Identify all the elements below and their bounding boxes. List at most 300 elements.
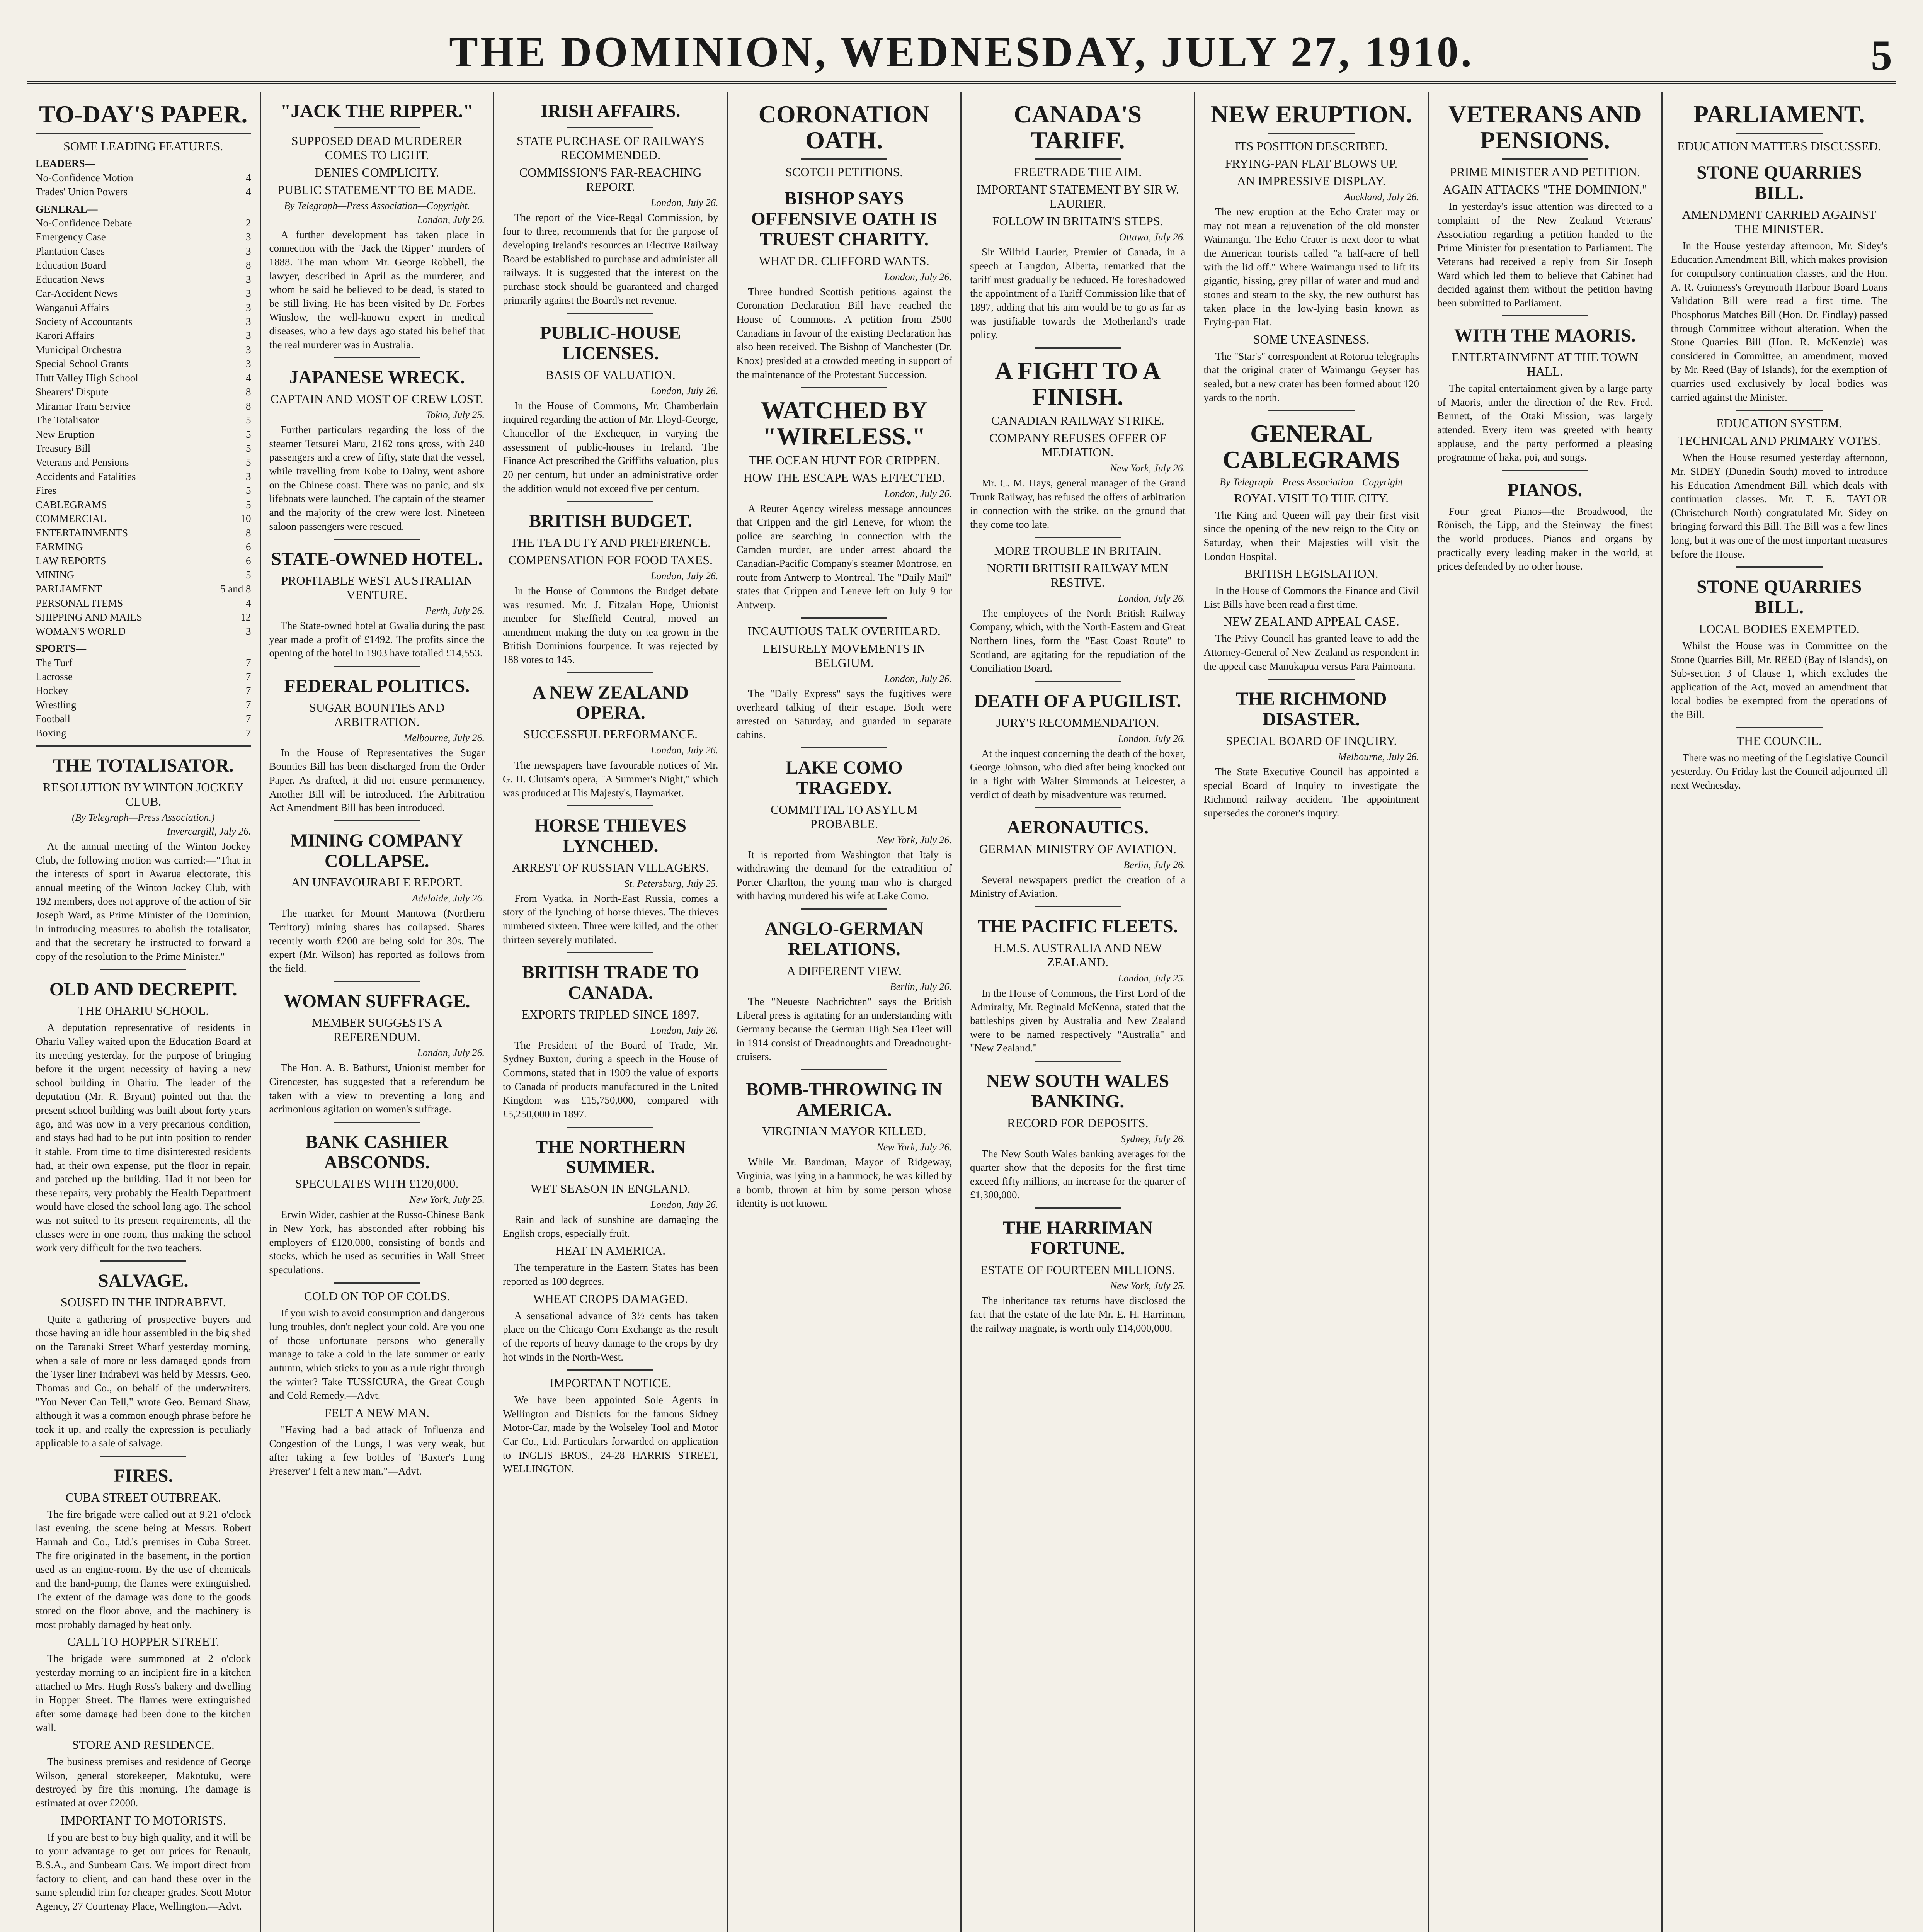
article-subhead: WHAT DR. CLIFFORD WANTS. xyxy=(759,253,929,268)
index-title: TO-DAY'S PAPER. xyxy=(39,100,248,128)
article-place: Sydney, July 26. xyxy=(1121,1133,1186,1145)
article-place: London, July 26. xyxy=(650,197,718,208)
divider xyxy=(567,1127,653,1128)
index-label: FARMING xyxy=(36,541,83,553)
article-subhead: IMPORTANT TO MOTORISTS. xyxy=(60,1813,226,1827)
divider xyxy=(334,1282,420,1284)
article-subhead: CAPTAIN AND MOST OF CREW LOST. xyxy=(271,392,483,406)
page-number: 5 xyxy=(1871,32,1892,79)
column-2 xyxy=(261,92,495,1932)
article-body: The business premises and residence of George Wilson, general storekeeper, Makotuku, were destroyed by fire this morning. The damage is estimated at over £2000. xyxy=(36,1756,251,1809)
divider xyxy=(567,672,653,673)
advert-body: We have been appointed Sole Agents in Wellington and Districts for the famous Sidney Motor-Car, made by the Wolseley Tool and Motor Car Co., Ltd. Particulars forwarded on application to INGLIS BROS., 24-28 HARRIS STREET, WELLINGTON. xyxy=(503,1394,718,1475)
index-page: 5 xyxy=(246,442,251,454)
article-body: In the House of Commons, Mr. Chamberlain inquired regarding the action of Mr. Lloyd-George, Chancellor of the Exchequer, in varying the assessment of public-houses in Ireland. The Finance Act prescribed the Griffiths valuation, plus 20 per centum, but under an administrative order the addition would not exceed five per centum. xyxy=(503,400,718,494)
article-body: The capital entertainment given by a large party of Maoris, under the direction of the Rev. Fred. Bennett, of the Otaki Mission, was largely attended. Every item was greeted with hearty applause, and the party performed a pleasing programme of haka, poi, and songs. xyxy=(1437,383,1653,463)
masthead-title: THE DOMINION, WEDNESDAY, JULY 27, 1910. xyxy=(449,28,1474,76)
article-body: The President of the Board of Trade, Mr. Sydney Buxton, during a speech in the House of Commons, stated that in 1909 the value of exports to Canada of products manufactured in the United Kingdom was £15,750,000, compared with £5,250,000 in 1897. xyxy=(503,1039,718,1120)
article-headline: THE TOTALISATOR. xyxy=(53,755,234,776)
article-body: The State-owned hotel at Gwalia during the past year made a profit of £1492. The profits since the opening of the hotel in 1903 have totalled £14,553. xyxy=(269,620,485,659)
article-headline: THE NORTHERN SUMMER. xyxy=(535,1136,686,1178)
index-page: 7 xyxy=(246,713,251,725)
index-label: LEADERS— xyxy=(36,158,95,170)
index-page: 3 xyxy=(246,273,251,285)
article-headline: BOMB-THROWING IN AMERICA. xyxy=(746,1079,943,1120)
index-row xyxy=(36,156,251,170)
article-headline: FEDERAL POLITICS. xyxy=(284,675,470,696)
index-row xyxy=(36,726,251,740)
index-label: COMMERCIAL xyxy=(36,513,107,525)
index-label: SPORTS— xyxy=(36,643,87,655)
divider xyxy=(334,1122,420,1123)
article-body: The report of the Vice-Regal Commission, by four to three, recommends that for the purpose of developing Ireland's resources an Elective Railway Board be established to purchase and administer all railways. It is suggested that the interest on the purchase stock should be guaranteed and charged primarily against the Board's net revenue. xyxy=(503,211,718,306)
article-body: At the annual meeting of the Winton Jockey Club, the following motion was carried:—"That in the interests of sport in Awarua electorate, this annual meeting of the Winton Jockey Club, with 192 members, does not approve of the action of Sir Joseph Ward, as Prime Minister of the Dominion, in introducing measures to abolish the totalisator, and that the secretary be instructed to forward a copy of the resolution to the Prime Minister." xyxy=(36,840,251,962)
article-subhead: AN UNFAVOURABLE REPORT. xyxy=(291,875,463,889)
article-subhead: BRITISH LEGISLATION. xyxy=(1244,566,1378,581)
article-body: The "Daily Express" says the fugitives were overheard talking of their escape. Both were arrested on Saturday, and guarded in separate cabins. xyxy=(736,687,952,741)
divider xyxy=(36,745,251,747)
article-body: The "Star's" correspondent at Rotorua telegraphs that the original crater of Waimangu Geyser has sealed, but a new crater has been formed about 120 yards to the north. xyxy=(1203,350,1419,403)
article-subhead: INCAUTIOUS TALK OVERHEARD. xyxy=(747,624,941,638)
column-8 xyxy=(1663,92,1896,1932)
article-body: The King and Queen will pay their first visit since the opening of the new reign to the City on Saturday, when their Majesties will visit the London Hospital. xyxy=(1203,509,1419,562)
divider xyxy=(1035,1208,1121,1209)
article-body: In the House yesterday afternoon, Mr. Sidey's Education Amendment Bill, which makes provision for compulsory continuation classes, and the Hon. A. R. Guinness's Greymouth Harbour Board Loans Validation Bill were read a first time. The Phosphorus Matches Bill (Hon. Dr. Findlay) passed through Committee without alteration. When the Stone Quarries Bill (Hon. R. McKenzie) was considered in Committee, an amendment, moved by Mr. Reed (Bay of Islands), for the exemption of quarries used exclusively by local bodies was carried against the Minister. xyxy=(1671,240,1887,403)
index-row xyxy=(36,399,251,413)
article-subhead: RESOLUTION BY WINTON JOCKEY CLUB. xyxy=(43,780,244,808)
article-subhead: HEAT IN AMERICA. xyxy=(555,1243,666,1258)
article-subhead: LOCAL BODIES EXEMPTED. xyxy=(1698,621,1860,636)
article-subhead: AMENDMENT CARRIED AGAINST THE MINISTER. xyxy=(1682,207,1877,236)
article-body: Several newspapers predict the creation of a Ministry of Aviation. xyxy=(970,874,1186,900)
divider xyxy=(334,666,420,667)
index-row xyxy=(36,427,251,441)
article-place: London, July 26. xyxy=(417,1047,485,1059)
article-body: The new eruption at the Echo Crater may or may not mean a rejuvenation of the old monster Waimangu. The Echo Crater is next door to what the American tourists called "a half-acre of hell with the lid off." Where Waimangu used to lift its gigantic, hissing, grey pillar of water and mud and stones and steam to the sky, the new outburst has taken place in the low-lying basin known as Frying-pan Flat. xyxy=(1203,206,1419,328)
article-body: A sensational advance of 3½ cents has taken place on the Chicago Corn Exchange as the result of the reports of heavy damage to the crops by dry hot winds in the North-West. xyxy=(503,1310,718,1363)
index-row xyxy=(36,455,251,469)
index-page: 4 xyxy=(246,597,251,609)
divider xyxy=(801,387,887,388)
article-headline: WITH THE MAORIS. xyxy=(1454,325,1636,346)
article-subhead: SUPPOSED DEAD MURDERER COMES TO LIGHT. xyxy=(291,133,463,162)
index-row xyxy=(36,698,251,712)
article-body: The newspapers have favourable notices of Mr. G. H. Clutsam's opera, "A Summer's Night," which was produced at His Majesty's, Haymarket. xyxy=(503,759,718,799)
article-body: The temperature in the Eastern States has been reported as 100 degrees. xyxy=(503,1262,718,1287)
article-credit: By Telegraph—Press Association—Copyright xyxy=(1220,476,1403,488)
article-subhead: ENTERTAINMENT AT THE TOWN HALL. xyxy=(1452,350,1638,379)
article-headline: THE HARRIMAN FORTUNE. xyxy=(1002,1218,1153,1259)
article-place: St. Petersburg, July 25. xyxy=(624,878,718,889)
index-row xyxy=(36,526,251,540)
article-headline: BRITISH TRADE TO CANADA. xyxy=(522,962,699,1003)
article-headline: PARLIAMENT. xyxy=(1693,100,1865,128)
article-subhead: FREETRADE THE AIM. xyxy=(1014,165,1142,179)
article-headline: GENERAL CABLEGRAMS xyxy=(1222,420,1400,473)
article-headline: STATE-OWNED HOTEL. xyxy=(271,549,483,570)
index-label: PARLIAMENT xyxy=(36,583,102,595)
index-row xyxy=(36,624,251,638)
article-headline: A NEW ZEALAND OPERA. xyxy=(532,682,689,723)
article-subhead: FOLLOW IN BRITAIN'S STEPS. xyxy=(992,214,1163,228)
advert-body: If you wish to avoid consumption and dangerous lung troubles, don't neglect your cold. Are you one of those unfortunate persons who generally manage to take a cold in the late summer or early autumn, which sticks to you as a rule right through the winter? Take TUSSICURA, the Great Cough and Cold Remedy.—Advt. xyxy=(269,1307,485,1401)
article-body: Further particulars regarding the loss of the steamer Tetsurei Maru, 2162 tons gross, with 240 passengers and a crew of fifty, state that the vessel, while travelling from Kobe to Dalny, went ashore on the Chinese coast. There was no panic, and six lifeboats were launched. The captain of the steamer and the majority of the crew were lost. Nineteen saloon passengers were rescued. xyxy=(269,424,485,532)
index-page: 7 xyxy=(246,727,251,739)
index-row xyxy=(36,301,251,315)
article-subhead: ARREST OF RUSSIAN VILLAGERS. xyxy=(512,860,709,874)
index-label: Car-Accident News xyxy=(36,287,118,299)
index-label: Veterans and Pensions xyxy=(36,456,129,468)
index-label: Wrestling xyxy=(36,699,77,711)
divider xyxy=(1035,906,1121,907)
article-body: Quite a gathering of prospective buyers and those having an idle hour assembled in the big shed on the Taranaki Street Wharf yesterday morning, when a sale of more or less damaged goods from the Tyser liner Indrabevi was held by Messrs. Geo. Thomas and Co., on behalf of the underwriters. "You Never Can Tell," wrote Geo. Bernard Shaw, although it was a common enough phrase before he took it up, and really the expression is peculiarly applicable to a sale of salvage. xyxy=(36,1313,251,1449)
index-page: 8 xyxy=(246,400,251,412)
index-page: 3 xyxy=(246,316,251,327)
article-subhead: PRIME MINISTER AND PETITION. xyxy=(1450,165,1640,179)
article-place: London, July 26. xyxy=(884,271,952,282)
index-row xyxy=(36,385,251,399)
article-headline: DEATH OF A PUGILIST. xyxy=(974,690,1181,711)
article-subhead: DENIES COMPLICITY. xyxy=(315,165,439,179)
article-body: The State Executive Council has appointed a special Board of Inquiry to investigate the Richmond railway accident. The appointment supersedes the coroner's inquiry. xyxy=(1203,765,1419,819)
article-subhead: THE TEA DUTY AND PREFERENCE. xyxy=(510,535,711,549)
index-page: 4 xyxy=(246,172,251,184)
divider xyxy=(567,952,653,953)
index-row xyxy=(36,216,251,230)
index-row xyxy=(36,483,251,497)
index-label: ENTERTAINMENTS xyxy=(36,527,128,539)
index-label: MINING xyxy=(36,569,75,581)
index-label: GENERAL— xyxy=(36,203,98,215)
index-row xyxy=(36,610,251,624)
divider xyxy=(567,501,653,502)
index-row xyxy=(36,244,251,258)
divider xyxy=(1268,133,1355,134)
index-page: 4 xyxy=(246,372,251,384)
index-label: Education News xyxy=(36,273,104,285)
article-body: While Mr. Bandman, Mayor of Ridgeway, Virginia, was lying in a hammock, he was killed by a bomb, thrown at him by some person whose identity is not known. xyxy=(736,1156,952,1209)
divider xyxy=(100,1456,186,1457)
article-subhead: SOUSED IN THE INDRABEVI. xyxy=(60,1295,226,1309)
article-subhead: AGAIN ATTACKS "THE DOMINION." xyxy=(1443,182,1647,197)
article-subhead: EXPORTS TRIPLED SINCE 1897. xyxy=(521,1007,699,1021)
index-page: 5 xyxy=(246,498,251,510)
index-label: Emergency Case xyxy=(36,231,106,243)
index-row xyxy=(36,568,251,582)
divider xyxy=(1736,410,1823,411)
article-body: Three hundred Scottish petitions against the Coronation Declaration Bill have reached the House of Commons. A petition from 2500 Canadians in favour of the existing Declaration has also been received. The Bishop of Manchester (Dr. Knox) presided at a crowded meeting in support of the maintenance of the Protestant Succession. xyxy=(736,286,952,380)
article-headline: CANADA'S TARIFF. xyxy=(1014,100,1142,154)
divider xyxy=(1035,347,1121,349)
article-body: The employees of the North British Railway Company, which, with the North-Eastern and Great Northern lines, form the "East Coast Route" to Scotland, are agitating for the repudiation of the Conciliation Board. xyxy=(970,607,1186,674)
column-3 xyxy=(494,92,728,1932)
article-credit: (By Telegraph—Press Association.) xyxy=(71,811,215,823)
article-subhead: COMMITTAL TO ASYLUM PROBABLE. xyxy=(770,802,918,831)
article-body: In the House of Commons, the First Lord of the Admiralty, Mr. Reginald McKenna, stated that the battleships given by Australia and New Zealand were to be named respectively "Australia" and "New Zealand." xyxy=(970,987,1186,1054)
index-page: 6 xyxy=(246,555,251,567)
article-headline: STONE QUARRIES BILL. xyxy=(1697,577,1862,618)
index-row xyxy=(36,441,251,455)
article-body: Mr. C. M. Hays, general manager of the Grand Trunk Railway, has refused the offers of arbitration in connection with the strike, on the ground that they come too late. xyxy=(970,477,1186,530)
index-label: Municipal Orchestra xyxy=(36,344,122,355)
index-label: Boxing xyxy=(36,727,66,739)
article-subhead: FRYING-PAN FLAT BLOWS UP. xyxy=(1225,156,1398,171)
article-body: The market for Mount Mantowa (Northern Territory) mining shares has collapsed. Shares recently worth £200 are being sold for 30s. The expert (Mr. Wilson) has reported as follows from the field. xyxy=(269,907,485,974)
index-list xyxy=(36,156,251,740)
article-subhead: WHEAT CROPS DAMAGED. xyxy=(533,1291,688,1306)
index-row xyxy=(36,712,251,726)
index-label: Miramar Tram Service xyxy=(36,400,131,412)
index-label: Plantation Cases xyxy=(36,245,105,257)
index-label: Karori Affairs xyxy=(36,330,94,342)
article-body: The Privy Council has granted leave to add the Attorney-General of New Zealand as respondent in the appeal case Manukapua versus Para Paimoana. xyxy=(1203,633,1419,672)
divider xyxy=(1736,566,1823,568)
article-place: London, July 26. xyxy=(1118,592,1186,604)
index-page: 3 xyxy=(246,231,251,243)
article-place: Auckland, July 26. xyxy=(1344,191,1419,203)
article-subhead: SPECIAL BOARD OF INQUIRY. xyxy=(1225,733,1397,748)
article-body: If you are best to buy high quality, and it will be to your advantage to get our prices for Renault, B.S.A., and Sunbeam Cars. We import direct from factory to client, and can hand these over in the same splendid trim for cheaper grades. Scott Motor Agency, 27 Courtenay Place, Wellington.—Advt. xyxy=(36,1831,251,1912)
index-label: WOMAN'S WORLD xyxy=(36,625,126,637)
index-page: 2 xyxy=(246,217,251,229)
divider xyxy=(1268,679,1355,680)
advert-body: Four great Pianos—the Broadwood, the Rönisch, the Lipp, and the Steinway—the finest the world produces. Pianos and organs by practically every leading maker in the world, at prices defended by no other house. xyxy=(1437,505,1653,572)
index-row xyxy=(36,371,251,385)
article-subhead: BISHOP SAYS OFFENSIVE OATH IS TRUEST CHARITY. xyxy=(751,188,938,250)
divider xyxy=(36,133,251,134)
index-page: 5 and 8 xyxy=(220,583,251,595)
article-subhead: RECORD FOR DEPOSITS. xyxy=(1007,1116,1149,1130)
divider xyxy=(1035,807,1121,808)
column-7 xyxy=(1429,92,1663,1932)
article-headline: NEW SOUTH WALES BANKING. xyxy=(986,1071,1169,1112)
article-headline: VETERANS AND PENSIONS. xyxy=(1448,100,1642,154)
divider xyxy=(100,1260,186,1262)
index-page: 3 xyxy=(246,470,251,482)
article-subhead: GERMAN MINISTRY OF AVIATION. xyxy=(979,842,1176,856)
article-subhead: BASIS OF VALUATION. xyxy=(545,367,676,382)
index-row xyxy=(36,286,251,300)
article-subhead: SOME UNEASINESS. xyxy=(1253,332,1370,346)
advert-body: "Having had a bad attack of Influenza and Congestion of the Lungs, I was very weak, but after taking a few bottles of 'Baxter's Lung Preserver' I felt a new man."—Advt. xyxy=(269,1423,485,1477)
index-page: 7 xyxy=(246,685,251,697)
index-row xyxy=(36,656,251,670)
article-body: In the House of Commons the Budget debate was resumed. Mr. J. Fitzalan Hope, Unionist member for Sheffield Central, moved an amendment making the duty on tea grown in the British Dominions fourpence. It was rejected by 188 votes to 145. xyxy=(503,585,718,666)
index-page: 7 xyxy=(246,670,251,682)
index-label: New Eruption xyxy=(36,428,95,440)
article-headline: AERONAUTICS. xyxy=(1007,817,1149,838)
article-subhead: TECHNICAL AND PRIMARY VOTES. xyxy=(1678,434,1881,448)
index-label: The Turf xyxy=(36,656,73,668)
divider xyxy=(567,313,653,314)
article-subhead: AN IMPRESSIVE DISPLAY. xyxy=(1237,174,1386,188)
index-page: 3 xyxy=(246,245,251,257)
index-row xyxy=(36,171,251,185)
divider xyxy=(100,969,186,970)
article-body: The Hon. A. B. Bathurst, Unionist member for Cirencester, has suggested that a referendum be taken with a view to preventing a long and acrimonious agitation on women's suffrage. xyxy=(269,1062,485,1115)
divider xyxy=(334,820,420,821)
divider xyxy=(1502,158,1588,160)
divider xyxy=(801,908,887,910)
article-body: Erwin Wider, cashier at the Russo-Chinese Bank in New York, has absconded after robbing his employers of £120,000, consisting of bonds and stocks, which he used as securities in Wall Street speculations. xyxy=(269,1209,485,1276)
article-place: London, July 26. xyxy=(650,1024,718,1036)
article-headline: MINING COMPANY COLLAPSE. xyxy=(290,830,464,871)
index-row xyxy=(36,540,251,554)
divider xyxy=(567,1369,653,1371)
article-headline: FIRES. xyxy=(114,1466,173,1486)
article-body: Whilst the House was in Committee on the Stone Quarries Bill, Mr. REED (Bay of Islands), on Sub-section 3 of Clause 1, which excludes the application of the Act, moved an amendment that local bodies be exempted from the operations of the Bill. xyxy=(1671,639,1887,720)
article-subhead: JURY'S RECOMMENDATION. xyxy=(996,715,1159,730)
article-headline: LAKE COMO TRAGEDY. xyxy=(785,757,903,798)
article-headline: PUBLIC-HOUSE LICENSES. xyxy=(540,323,681,364)
index-row xyxy=(36,258,251,272)
column-5 xyxy=(962,92,1195,1932)
index-label: Hutt Valley High School xyxy=(36,372,138,384)
divider xyxy=(1268,410,1355,411)
article-headline: BRITISH BUDGET. xyxy=(529,511,693,532)
index-label: Education Board xyxy=(36,259,106,271)
index-page: 3 xyxy=(246,301,251,313)
index-page: 7 xyxy=(246,656,251,668)
article-place: Melbourne, July 26. xyxy=(1338,751,1419,762)
advert-headline: IMPORTANT NOTICE. xyxy=(550,1376,672,1390)
article-body: The fire brigade were called out at 9.21 o'clock last evening, the scene being at Messrs. Robert Hannah and Co., Ltd.'s premises in Cuba Street. The fire originated in the basement, in the portion used as an engine-room. By the use of chemicals and the hand-pump, the flames were extinguished. The extent of the damage was done to the goods stored on the floor above, and the machinery is most probably damaged by heat only. xyxy=(36,1508,251,1630)
index-page: 4 xyxy=(246,186,251,198)
article-subhead: H.M.S. AUSTRALIA AND NEW ZEALAND. xyxy=(993,940,1162,969)
article-headline: BANK CASHIER ABSCONDS. xyxy=(305,1131,448,1173)
article-body: The brigade were summoned at 2 o'clock yesterday morning to an incipient fire in a kitchen attached to Mrs. Hugh Ross's bakery and dwelling in Hopper Street. The flames were extinguished after some damage had been done to the kitchen wall. xyxy=(36,1653,251,1733)
index-page: 5 xyxy=(246,485,251,497)
article-headline: JAPANESE WRECK. xyxy=(289,367,465,388)
index-row xyxy=(36,357,251,371)
article-headline: HORSE THIEVES LYNCHED. xyxy=(534,815,687,856)
advert-headline: FELT A NEW MAN. xyxy=(324,1405,429,1420)
index-label: Football xyxy=(36,713,71,725)
article-subhead: SUGAR BOUNTIES AND ARBITRATION. xyxy=(309,700,445,729)
article-place: New York, July 26. xyxy=(876,1141,952,1153)
article-subhead: WET SEASON IN ENGLAND. xyxy=(530,1182,691,1196)
article-subhead: ROYAL VISIT TO THE CITY. xyxy=(1234,491,1389,505)
index-page: 8 xyxy=(246,527,251,539)
article-body: In yesterday's issue attention was directed to a complaint of the New Zealand Veterans' Association regarding a petition handed to the Prime Minister for presentation to Parliament. The Veterans had received a reply from Sir Joseph Ward which led them to believe that Cabinet had decided against them without the petition having been submitted to Parliament. xyxy=(1437,201,1653,309)
article-subhead: CUBA STREET OUTBREAK. xyxy=(65,1490,221,1504)
index-row xyxy=(36,469,251,483)
article-subhead: THE OHARIU SCHOOL. xyxy=(78,1003,209,1018)
index-row xyxy=(36,498,251,512)
article-headline: WOMAN SUFFRAGE. xyxy=(283,991,470,1012)
index-row xyxy=(36,315,251,328)
index-label: Accidents and Fatalities xyxy=(36,470,136,482)
article-body: A Reuter Agency wireless message announces that Crippen and the girl Leneve, for whom the police are searching in connection with the Camden murder, are under arrest aboard the Canadian-Pacific Company's steamer Montrose, en route from Antwerp to Montreal. The "Daily Mail" states that Crippen and Leneve left on July 9 for Antwerp. xyxy=(736,502,952,611)
article-place: Perth, July 26. xyxy=(425,605,485,617)
index-subtitle: SOME LEADING FEATURES. xyxy=(63,139,223,153)
article-headline: "JACK THE RIPPER." xyxy=(280,101,473,121)
article-place: Melbourne, July 26. xyxy=(403,732,485,743)
index-row xyxy=(36,554,251,568)
article-body: Rain and lack of sunshine are damaging the English crops, especially fruit. xyxy=(503,1214,718,1239)
article-body: The New South Wales banking averages for the quarter show that the deposits for the first time exceed fifty millions, an increase for the quarter of £1,300,000. xyxy=(970,1148,1186,1201)
article-headline: ANGLO-GERMAN RELATIONS. xyxy=(764,918,924,959)
index-row xyxy=(36,641,251,655)
article-headline: IRISH AFFAIRS. xyxy=(540,101,681,121)
article-place: London, July 26. xyxy=(650,745,718,756)
article-place: Berlin, July 26. xyxy=(890,981,952,992)
divider xyxy=(334,357,420,358)
index-page: 5 xyxy=(246,569,251,581)
index-row xyxy=(36,328,251,342)
article-body: In the House of Commons the Finance and Civil List Bills have been read a first time. xyxy=(1203,585,1419,610)
article-subhead: COMPENSATION FOR FOOD TAXES. xyxy=(508,553,713,567)
article-headline: STONE QUARRIES BILL. xyxy=(1697,162,1862,203)
index-row xyxy=(36,185,251,199)
article-headline: THE RICHMOND DISASTER. xyxy=(1235,689,1387,730)
article-place: New York, July 25. xyxy=(409,1194,485,1206)
article-headline: WATCHED BY "WIRELESS." xyxy=(761,396,927,450)
index-row xyxy=(36,582,251,596)
divider xyxy=(1035,681,1121,682)
article-subhead: PUBLIC STATEMENT TO BE MADE. xyxy=(277,182,476,197)
article-place: London, July 26. xyxy=(884,488,952,499)
article-subhead: EDUCATION SYSTEM. xyxy=(1716,416,1842,430)
advert-headline: PIANOS. xyxy=(1508,480,1583,500)
article-subhead: STATE PURCHASE OF RAILWAYS RECOMMENDED. xyxy=(516,133,705,162)
article-subhead: ESTATE OF FOURTEEN MILLIONS. xyxy=(980,1262,1175,1277)
article-place: London, July 26. xyxy=(417,214,485,225)
column-6 xyxy=(1195,92,1429,1932)
article-subhead: A DIFFERENT VIEW. xyxy=(786,963,902,978)
article-place: Berlin, July 26. xyxy=(1123,859,1186,871)
divider xyxy=(801,617,887,619)
article-body: The inheritance tax returns have disclosed the fact that the estate of the late Mr. E. H. Harriman, the railway magnate, is worth only £14,000,000. xyxy=(970,1294,1186,1334)
divider xyxy=(1736,727,1823,728)
index-label: Treasury Bill xyxy=(36,442,91,454)
divider xyxy=(1035,1061,1121,1062)
index-row xyxy=(36,670,251,684)
divider xyxy=(567,127,653,128)
article-place: New York, July 26. xyxy=(876,834,952,845)
index-page: 5 xyxy=(246,456,251,468)
article-subhead: NORTH BRITISH RAILWAY MEN RESTIVE. xyxy=(987,561,1169,589)
article-place: London, July 26. xyxy=(650,385,718,396)
index-label: LAW REPORTS xyxy=(36,555,106,567)
article-body: A further development has taken place in connection with the "Jack the Ripper" murders of 1888. The man whom Mr. George Robbell, the lawyer, described in April as the murderer, and whom he said he believed to be dead, is stated to be still living. He has been visited by Dr. Forbes Winslow, the well-known expert in medical diseases, who a few days ago stated his belief that the real murderer was in Australia. xyxy=(269,228,485,350)
article-subhead: HOW THE ESCAPE WAS EFFECTED. xyxy=(743,470,945,485)
index-page: 3 xyxy=(246,344,251,355)
index-row xyxy=(36,684,251,697)
article-headline: NEW ERUPTION. xyxy=(1210,100,1412,128)
divider xyxy=(1502,315,1588,316)
article-place: Invercargill, July 26. xyxy=(167,825,251,837)
index-row xyxy=(36,413,251,427)
index-label: Society of Accountants xyxy=(36,316,133,327)
article-body: It is reported from Washington that Italy is withdrawing the demand for the extradition of Porter Charlton, the young man who is charged with having murdered his wife at Lake Como. xyxy=(736,849,952,902)
article-body: A deputation representative of residents in Ohariu Valley waited upon the Education Board at its meeting yesterday, for the purpose of bringing before it the urgent necessity of having a new school building in Ohariu. The leader of the deputation (Mr. R. Bryant) pointed out that the present school building was built about forty years ago, and was now in a very precarious condition, and stays had had to be put into position to render it stable. From time to time disinterested residents had, at their own expense, put the floor in repair, and patched up the building. Had it not been for these repairs, very probably the Health Department would have closed the school long ago. The school was not suited to its present requirements, all the classes were in one room, thus making the school work very difficult for the two teachers. xyxy=(36,1022,251,1254)
article-subhead: CALL TO HOPPER STREET. xyxy=(67,1634,220,1649)
columns xyxy=(27,92,1896,1932)
article-subhead: ITS POSITION DESCRIBED. xyxy=(1235,139,1388,153)
article-subhead: SUCCESSFUL PERFORMANCE. xyxy=(523,727,698,742)
index-row xyxy=(36,512,251,526)
article-place: New York, July 26. xyxy=(1110,463,1186,474)
article-subhead: EDUCATION MATTERS DISCUSSED. xyxy=(1677,139,1881,153)
article-place: New York, July 25. xyxy=(1110,1280,1186,1291)
index-page: 8 xyxy=(246,386,251,398)
article-subhead: PROFITABLE WEST AUSTRALIAN VENTURE. xyxy=(281,573,473,602)
article-headline: OLD AND DECREPIT. xyxy=(49,979,237,1000)
index-page: 12 xyxy=(240,611,251,623)
index-page: 5 xyxy=(246,428,251,440)
index-label: Wanganui Affairs xyxy=(36,301,109,313)
